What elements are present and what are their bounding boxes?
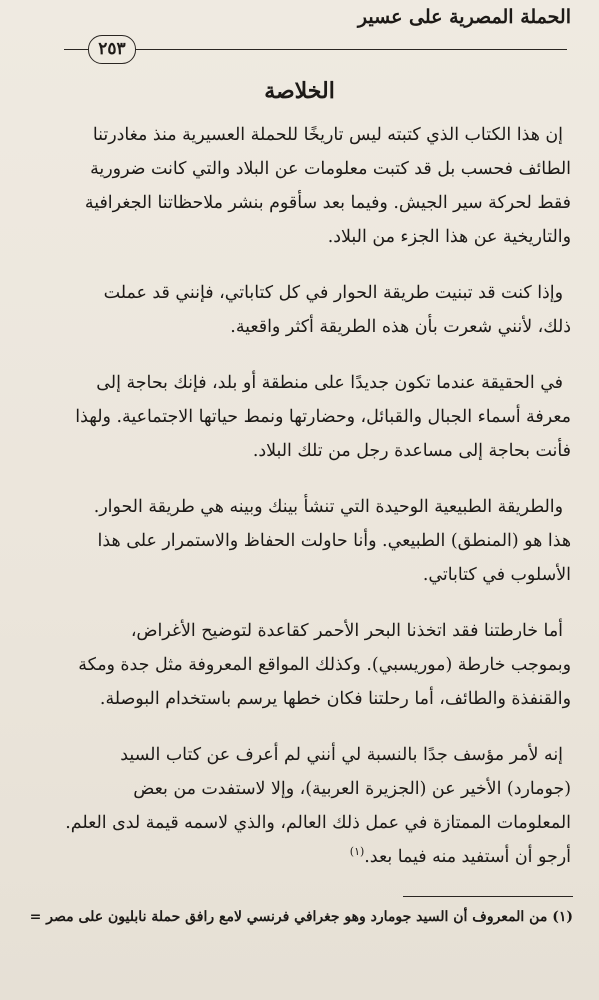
footnote-marker: (١) — [349, 845, 365, 859]
body-text — [28, 118, 571, 886]
header-rule — [135, 49, 567, 50]
text-line: فأنت بحاجة إلى مساعدة رجل من تلك البلاد. — [252, 441, 571, 461]
paragraph-2 — [28, 276, 571, 344]
text-line-last — [28, 840, 571, 874]
text-line: المعلومات الممتازة في عمل ذلك العالم، والذي لاسمه قيمة لدى العلم. — [65, 813, 571, 833]
text-line: وإذا كنت قد تبنيت طريقة الحوار في كل كتاباتي، فإنني قد عملت — [103, 283, 563, 303]
text-line: هذا هو (المنطق) الطبيعي. وأنا حاولت الحفاظ والاستمرار على هذا — [97, 531, 571, 551]
text-line: (جومارد) الأخير عن (الجزيرة العربية)، وإلا لاستفدت من بعض — [133, 779, 571, 799]
section-title: الخلاصة — [264, 78, 335, 104]
text-line: أرجو أن أستفيد منه فيما بعد. — [364, 847, 571, 867]
footnote: (١) من المعروف أن السيد جومارد وهو جغرافي فرنسي لامع رافق حملة نابليون على مصر = — [29, 909, 573, 925]
paragraph-1 — [28, 118, 571, 254]
footnote-rule — [403, 896, 573, 897]
page-number: ٢٥٣ — [88, 35, 136, 64]
text-line: ذلك، لأنني شعرت بأن هذه الطريقة أكثر واقعية. — [230, 317, 571, 337]
text-line: والتاريخية عن هذا الجزء من البلاد. — [327, 227, 571, 247]
paragraph-3 — [28, 366, 571, 468]
text-line: فقط لحركة سير الجيش. وفيما بعد سأقوم بنشر ملاحظاتنا الجغرافية — [84, 193, 571, 213]
text-line: معرفة أسماء الجبال والقبائل، وحضارتها ونمط حياتها الاجتماعية. ولهذا — [75, 407, 571, 427]
text-line: أما خارطتنا فقد اتخذنا البحر الأحمر كقاعدة لتوضيح الأغراض، — [130, 621, 563, 641]
text-line: وبموجب خارطة (موريسبي). وكذلك المواقع المعروفة مثل جدة ومكة — [78, 655, 571, 675]
text-line: الطائف فحسب بل قد كتبت معلومات عن البلاد والتي كانت ضرورية — [90, 159, 571, 179]
text-line: والقنفذة والطائف، أما رحلتنا فكان خطها يرسم باستخدام البوصلة. — [99, 689, 571, 709]
page-number-tail-rule — [64, 49, 88, 50]
text-line: في الحقيقة عندما تكون جديدًا على منطقة أو بلد، فإنك بحاجة إلى — [96, 373, 563, 393]
text-line: الأسلوب في كتاباتي. — [422, 565, 571, 585]
running-header-title: الحملة المصرية على عسير — [357, 6, 571, 28]
paragraph-5 — [28, 614, 571, 716]
paragraph-6 — [28, 738, 571, 874]
text-line: والطريقة الطبيعية الوحيدة التي تنشأ بينك وبينه هي طريقة الحوار. — [93, 497, 563, 517]
text-line: إن هذا الكتاب الذي كتبته ليس تاريخًا للحملة العسيرية منذ مغادرتنا — [92, 125, 563, 145]
text-line: إنه لأمر مؤسف جدًا بالنسبة لي أنني لم أعرف عن كتاب السيد — [120, 745, 563, 765]
paragraph-4 — [28, 490, 571, 592]
